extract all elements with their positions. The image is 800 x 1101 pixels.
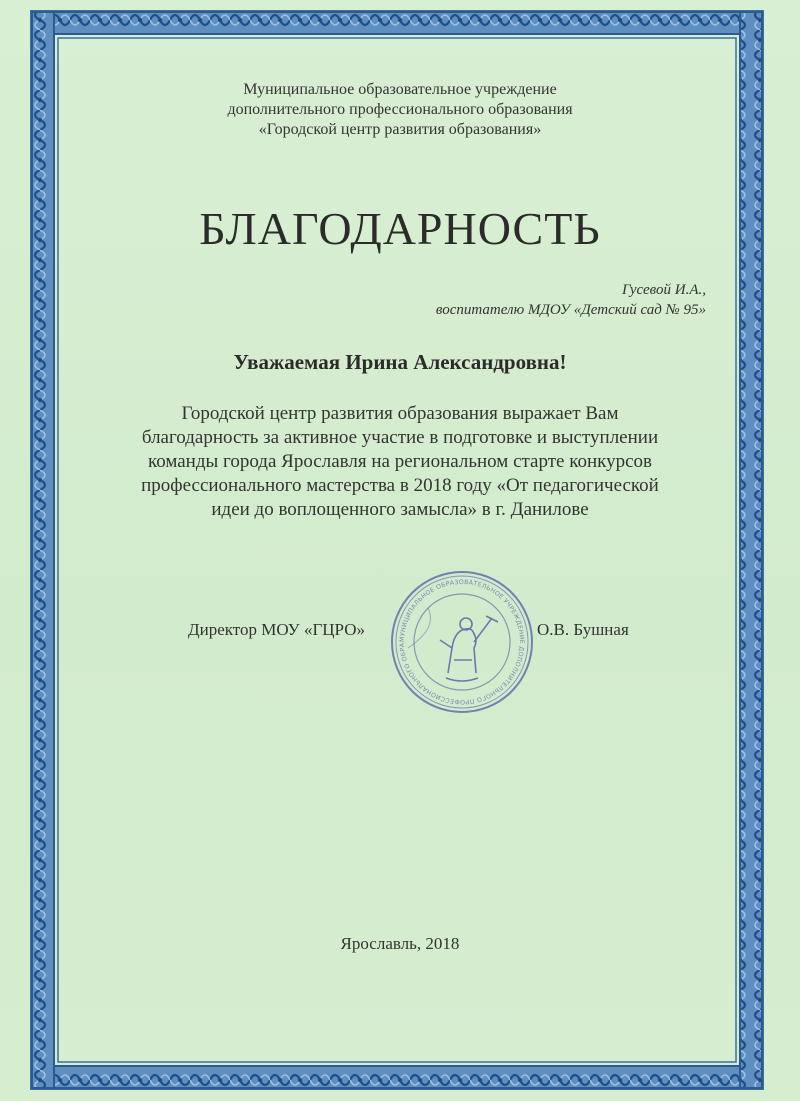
issuer-line-2: дополнительного профессионального образования <box>227 101 573 118</box>
salutation: Уважаемая Ирина Александровна! <box>233 350 567 374</box>
body-line: идеи до воплощенного замысла» в г. Данилове <box>211 499 589 520</box>
issuer-line-1: Муниципальное образовательное учреждение <box>243 81 557 98</box>
issuer-line-3: «Городской центр развития образования» <box>258 121 542 138</box>
issuer-header <box>80 80 720 140</box>
body-paragraph <box>80 402 720 522</box>
recipient-block <box>436 280 706 320</box>
stamp-text: МУНИЦИПАЛЬНОЕ ОБРАЗОВАТЕЛЬНОЕ УЧРЕЖДЕНИЕ ДОПОЛНИТЕЛЬНОГО ПРОФЕССИОНАЛЬНОГО ОБРА <box>398 578 526 706</box>
body-line: Городской центр развития образования выражает Вам <box>181 403 619 424</box>
certificate-content <box>80 60 720 1040</box>
signatory-name: О.В. Бушная <box>537 620 629 639</box>
recipient-position: воспитателю МДОУ «Детский сад № 95» <box>435 302 706 318</box>
signatory-position: Директор МОУ «ГЦРО» <box>188 620 365 639</box>
body-line: команды города Ярославля на региональном старте конкурсов <box>147 451 653 472</box>
signature-row <box>80 620 720 650</box>
body-line: профессионального мастерства в 2018 году «От педагогической <box>141 475 659 496</box>
recipient-name: Гусевой И.А., <box>622 282 706 298</box>
document-title: БЛАГОДАРНОСТЬ <box>199 203 601 254</box>
place-and-year: Ярославль, 2018 <box>340 934 460 953</box>
body-line: благодарность за активное участие в подготовке и выступлении <box>141 427 659 448</box>
